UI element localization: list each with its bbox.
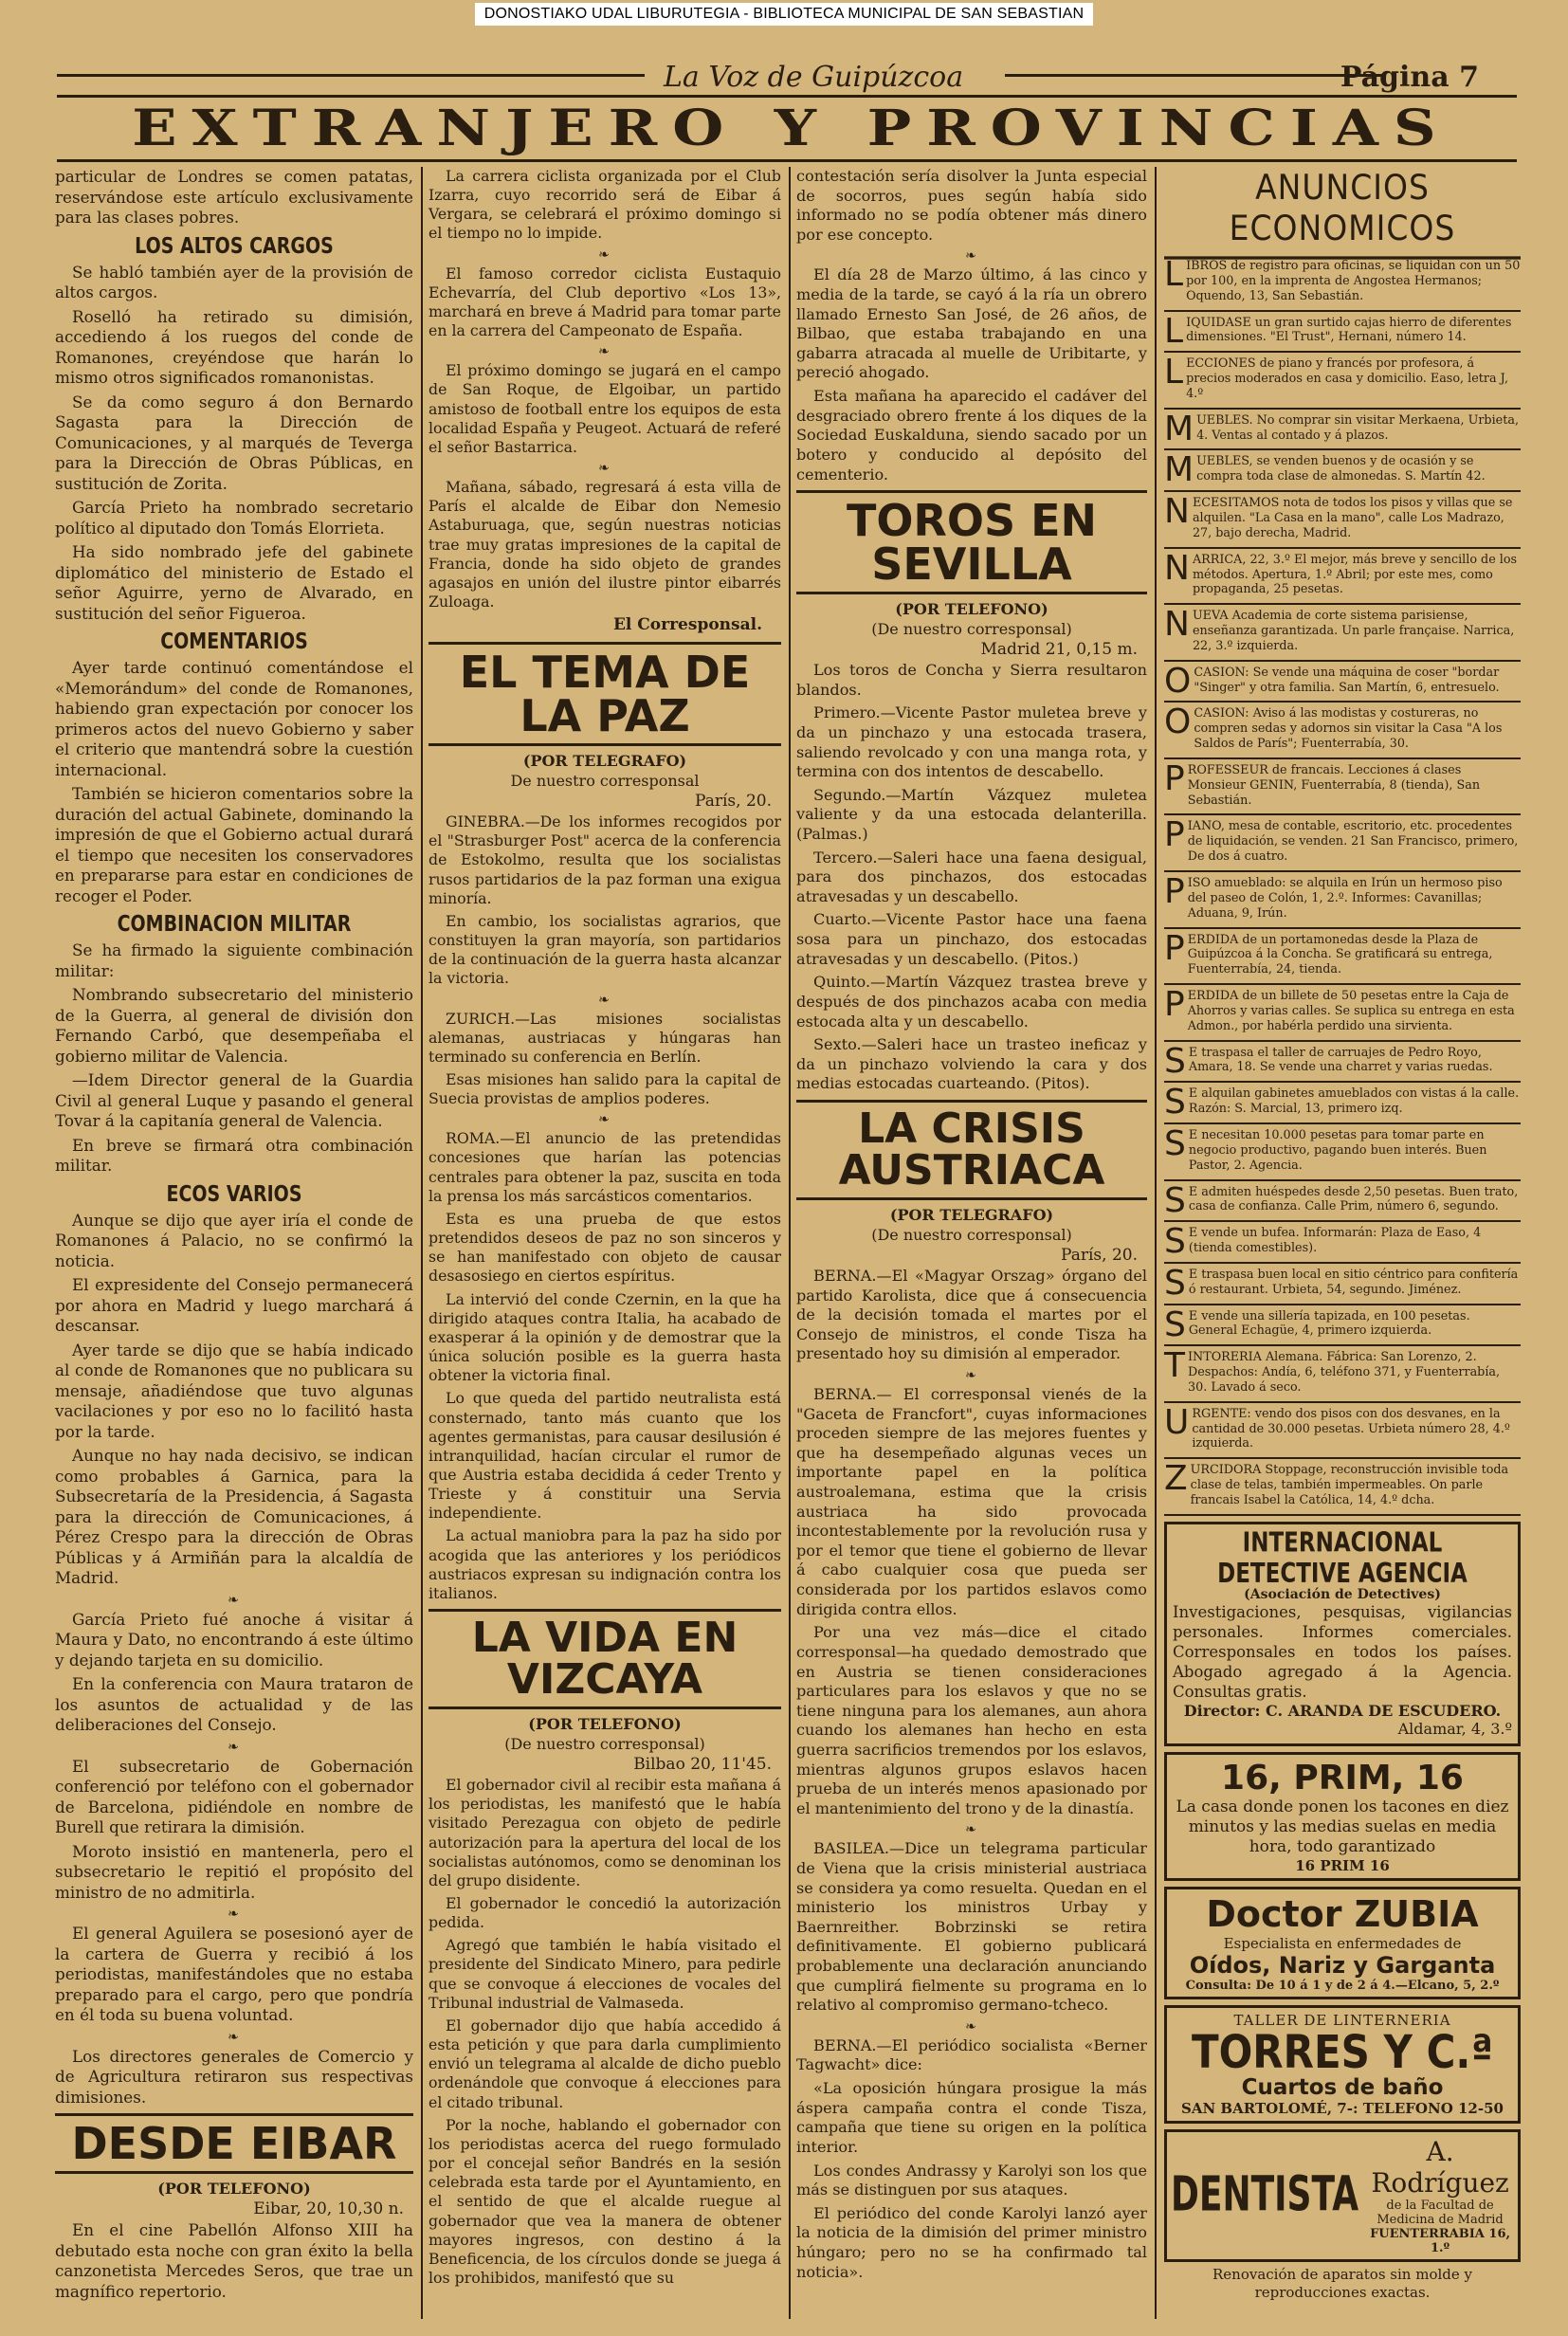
ad-initial: S bbox=[1164, 1041, 1186, 1081]
article-paragraph: El periódico del conde Karolyi lanzó ayer la noticia de la dimisión del primer ministro húngaro; pero no se ha confirmado tal noticia». bbox=[796, 2203, 1147, 2281]
ads-title: ANUNCIOS ECONOMICOS bbox=[1164, 162, 1521, 259]
detective-body: Investigaciones, pesquisas, vigilancias personales. Informes comerciales. Corresponsales en todos los países. Abogado agregado á la Agencia. Consultas gratis. bbox=[1173, 1602, 1512, 1701]
column-rule bbox=[1155, 167, 1157, 2319]
headline-toros-en-sevilla: TOROS EN SEVILLA bbox=[796, 490, 1147, 594]
newspaper-title: La Voz de Guipúzcoa bbox=[664, 61, 964, 94]
dispatch-source: (De nuestro corresponsal) bbox=[871, 620, 1072, 639]
article-paragraph: El general Aguilera se posesionó ayer de la cartera de Guerra y recibió á los periodistas, manifestándoles que no estaba preparado para el cargo, pero que pondría en él toda su buena voluntad. bbox=[55, 1924, 413, 2024]
dateline: Bilbao 20, 11'45. bbox=[633, 1755, 772, 1775]
ad-initial: Z bbox=[1164, 1459, 1188, 1499]
header-rule-left bbox=[57, 74, 645, 77]
article-paragraph: BERNA.—El «Magyar Orszag» órgano del partido Karolista, dice que á consecuencia de la decisión tomada el martes por el Consejo de ministros, el conde Tisza ha presentado hoy su dimisión al emperador. bbox=[796, 1266, 1147, 1363]
article-paragraph: Quinto.—Martín Vázquez trastea breve y después de dos pinchazos acaba con media estocada alta y un descabello. bbox=[796, 973, 1147, 1031]
article-paragraph: García Prieto ha nombrado secretario político al diputado don Tomás Elorrieta. bbox=[55, 498, 413, 538]
ad-initial: P bbox=[1164, 758, 1185, 798]
prim-body: La casa donde ponen los tacones en diez minutos y las medias suelas en media hora, todo garantizado bbox=[1176, 1797, 1509, 1856]
column-1 bbox=[55, 167, 413, 2306]
article-paragraph: En breve se firmará otra combinación militar. bbox=[55, 1135, 413, 1175]
dentist-title: DENTISTA bbox=[1171, 2168, 1359, 2223]
article-paragraph: BERNA.—El periódico socialista «Berner Tagwacht» dice: bbox=[796, 2035, 1147, 2074]
article-paragraph: Ayer tarde se dijo que se había indicado al conde de Romanones que no publicara su mensaje, añadiéndose que tuvo algunas vacilaciones y por eso no lo facilitó hasta por la tarde. bbox=[55, 1340, 413, 1441]
article-paragraph: ZURICH.—Las misiones socialistas alemanas, austriacas y húngaras han terminado su conferencia en Berlín. bbox=[428, 1009, 781, 1066]
article-paragraph: En el cine Pabellón Alfonso XIII ha debutado esta noche con gran éxito la bella canzonetista Mercedes Seros, que trae un magnífico repertorio. bbox=[55, 2220, 413, 2301]
classified-ads-list bbox=[1164, 255, 1521, 1516]
article-paragraph: Sexto.—Saleri hace un trasteo ineficaz y da un pinchazo volviendo la cara y dos medias estocadas cuarteando. (Pitos). bbox=[796, 1035, 1147, 1093]
ornament: ❧ bbox=[228, 1739, 241, 1755]
article-paragraph: El famoso corredor ciclista Eustaquio Echevarría, del Club deportivo «Los 13», marchará en breve á Madrid para tomar parte en la carrera del Campeonato de España. bbox=[428, 264, 781, 340]
header-rule-right bbox=[1005, 74, 1384, 77]
article-paragraph: Esas misiones han salido para la capital de Suecia provistas de amplios poderes. bbox=[428, 1070, 781, 1108]
torres-ad bbox=[1164, 2005, 1521, 2124]
column-2 bbox=[428, 167, 781, 2291]
article-paragraph: El día 28 de Marzo último, á las cinco y media de la tarde, se cayó á la ría un obrero llamado Ernesto San José, de 26 años, de Bilbao, que estaba trabajando en una gabarra atracada al muelle de Uribitarte, y pereció ahogado. bbox=[796, 265, 1147, 382]
classified-ad: OCASION: Aviso á las modistas y costureras, no compren sedas y adornos sin visitar la Casa "A los Saldos de París"; Fuenterrabía, 30. bbox=[1164, 703, 1521, 759]
ad-initial: U bbox=[1164, 1402, 1190, 1442]
signature: El Corresponsal. bbox=[612, 615, 762, 635]
classified-ad: S E traspasa el taller de carruajes de Pedro Royo, Amara, 18. Se vende una charret y varias ruedas. bbox=[1164, 1042, 1521, 1084]
ornament: ❧ bbox=[228, 2029, 241, 2045]
dateline: París, 20. bbox=[695, 792, 772, 812]
article-paragraph: Primero.—Vicente Pastor muletea breve y da un pinchazo y una estocada trasera, saliendo revolcado y con una manga rota, y termina con dos intentos de descabello. bbox=[796, 703, 1147, 781]
ornament: ❧ bbox=[228, 1907, 241, 1922]
ornament: ❧ bbox=[598, 344, 611, 360]
article-paragraph: García Prieto fué anoche á visitar á Maura y Dato, no encontrando á este último y dejando tarjeta en su domicilio. bbox=[55, 1609, 413, 1670]
classified-ad: LECCIONES de piano y francés por profesora, á precios moderados en casa y domicilio. Easo, letra J, 4.º bbox=[1164, 353, 1521, 410]
classified-ad: LIBROS de registro para oficinas, se liquidan con un 50 por 100, en la imprenta de Angostea Hermanos; Oquendo, 13, San Sebastián. bbox=[1164, 255, 1521, 312]
classified-ad: PERDIDA de un billete de 50 pesetas entre la Caja de Ahorros y varias calles. Se suplica su entrega en esta Admon., por habérla perdido una sirvienta. bbox=[1164, 985, 1521, 1042]
ornament: ❧ bbox=[598, 1112, 611, 1128]
classified-ad: PIANO, mesa de contable, escritorio, etc. procedentes de liquidación, se venden. 21 San Francisco, primero, De dos á cuatro. bbox=[1164, 815, 1521, 872]
classified-ad: PISO amueblado: se alquila en Irún un hermoso piso del paseo de Colón, 1, 2.º. Informes: Cavanillas; Aduana, 9, Irún. bbox=[1164, 872, 1521, 929]
doctor-zubia-ad bbox=[1164, 1887, 1521, 1999]
dateline: Madrid 21, 0,15 m. bbox=[980, 640, 1138, 660]
classified-ad: S E traspasa buen local en sitio céntrico para confitería ó restaurant. Urbieta, 54, segundo. Jiménez. bbox=[1164, 1264, 1521, 1305]
ornament: ❧ bbox=[965, 2018, 978, 2035]
article-paragraph: La carrera ciclista organizada por el Club Izarra, cuyo recorrido será de Eibar á Vergara, se celebrará el próximo domingo si el tiempo no lo impide. bbox=[428, 167, 781, 243]
article-paragraph: El gobernador dijo que había accedido á esta petición y que para darla cumplimiento envió un telegrama al alcalde de dicho pueblo ordenándole que convoque á elecciones para el citado tribunal. bbox=[428, 2016, 781, 2111]
article-paragraph: Nombrando subsecretario del ministerio de la Guerra, al general de división don Fernando Carbó, que desempeñaba el gobierno militar de Valencia. bbox=[55, 985, 413, 1066]
ornament: ❧ bbox=[965, 1367, 978, 1383]
detective-director: Director: C. ARANDA DE ESCUDERO. bbox=[1183, 1701, 1502, 1720]
article-paragraph: El gobernador le concedió la autorización pedida. bbox=[428, 1894, 781, 1932]
ad-initial: S bbox=[1164, 1083, 1186, 1122]
subheading-combinacion-militar: COMBINACION MILITAR bbox=[117, 911, 352, 938]
torres-subtitle: Cuartos de baño bbox=[1241, 2074, 1444, 2100]
article-paragraph: Mañana, sábado, regresará á esta villa de París el alcalde de Eibar don Nemesio Astaburuaga, que, según nuestras noticias trae muy gratas impresiones de la capital de Francia, donde ha sido objeto de grandes agasajos en unión del ilustre pintor eibarrés Zuloaga. bbox=[428, 478, 781, 611]
article-paragraph: Agregó que también le había visitado el presidente del Sindicato Minero, para pedirle que se convoque á elecciones de vocales del Tribunal industrial de Valmaseda. bbox=[428, 1936, 781, 2012]
article-paragraph: Esta es una prueba de que estos pretendidos deseos de paz no son sinceros y se han manifestado con objeto de causar desasosiego en ciertos espíritus. bbox=[428, 1209, 781, 1286]
article-paragraph: «La oposición húngara prosigue la más áspera campaña contra el conde Tisza, campaña que tiene su origen en la política interior. bbox=[796, 2079, 1147, 2156]
dentist-footer: Renovación de aparatos sin molde y reproducciones exactas. bbox=[1212, 2265, 1472, 2301]
headline-crisis-austriaca: LA CRISIS AUSTRIACA bbox=[796, 1100, 1147, 1200]
article-paragraph: Se ha firmado la siguiente combinación militar: bbox=[55, 940, 413, 980]
ad-initial: P bbox=[1164, 985, 1185, 1025]
ad-initial: N bbox=[1164, 548, 1190, 588]
torres-title: TORRES Y C.ª bbox=[1191, 2025, 1494, 2079]
ad-initial: N bbox=[1164, 605, 1190, 645]
zubia-title: Doctor ZUBIA bbox=[1206, 1892, 1479, 1935]
classified-ad: S E admiten huéspedes desde 2,50 pesetas. Buen trato, casa de confianza. Calle Prim, número 6, segundo. bbox=[1164, 1181, 1521, 1223]
dispatch-via: (POR TELEFONO) bbox=[157, 2180, 311, 2198]
ornament: ❧ bbox=[598, 461, 611, 477]
section-banner: EXTRANJERO Y PROVINCIAS bbox=[132, 98, 1451, 157]
detective-address: Aldamar, 4, 3.º bbox=[1397, 1719, 1512, 1738]
article-paragraph: Cuarto.—Vicente Pastor hace una faena sosa para un pinchazo, dos estocadas atravesadas y un descabello. (Pitos.) bbox=[796, 910, 1147, 968]
subheading-altos-cargos: LOS ALTOS CARGOS bbox=[135, 233, 334, 259]
ad-initial: S bbox=[1164, 1263, 1186, 1303]
dentist-address: FUENTERRABIA 16, 1.º bbox=[1370, 2226, 1511, 2255]
zubia-specialty: Oídos, Nariz y Garganta bbox=[1189, 1951, 1496, 1979]
article-paragraph: —Idem Director general de la Guardia Civil al general Luque y pasando el general Tovar á la capitanía general de Valencia. bbox=[55, 1070, 413, 1130]
classified-ad: OCASION: Se vende una máquina de coser "bordar "Singer" y otra familia. San Martín, 6, entresuelo. bbox=[1164, 662, 1521, 703]
article-paragraph: Se da como seguro á don Bernardo Sagasta para la Dirección de Comunicaciones, y al marqués de Teverga para la Dirección de Obras Públicas, en sustitución de Zorita. bbox=[55, 392, 413, 493]
dispatch-source: (De nuestro corresponsal) bbox=[871, 1225, 1072, 1244]
ad-initial: P bbox=[1164, 928, 1185, 968]
article-paragraph: En la conferencia con Maura trataron de los asuntos de actualidad y de las deliberaciones del Consejo. bbox=[55, 1674, 413, 1734]
article-paragraph: contestación sería disolver la Junta especial de socorros, pues según había sido informado no se podía obtener más dinero por ese concepto. bbox=[796, 167, 1147, 244]
subheading-comentarios: COMENTARIOS bbox=[160, 629, 308, 655]
article-paragraph: Los condes Andrassy y Karolyi son los que más se distinguen por sus ataques. bbox=[796, 2161, 1147, 2199]
article-paragraph: También se hicieron comentarios sobre la duración del actual Gabinete, dominando la impresión de que el Gobierno actual durará el tiempo que necesiten los conservadores en prepararse para estar en condiciones de recoger el Poder. bbox=[55, 784, 413, 905]
detective-subtitle: (Asociación de Detectives) bbox=[1244, 1586, 1441, 1602]
column-rule bbox=[421, 167, 423, 2319]
article-paragraph: El expresidente del Consejo permanecerá por ahora en Madrid y luego marchará á descansar. bbox=[55, 1275, 413, 1335]
ad-initial: L bbox=[1164, 311, 1184, 351]
headline-desde-eibar: DESDE EIBAR bbox=[55, 2113, 413, 2174]
classified-ad: S E vende una sillería tapizada, en 100 pesetas. General Echagüe, 4, primero izquierda. bbox=[1164, 1305, 1521, 1347]
dentist-ad bbox=[1164, 2129, 1521, 2262]
article-paragraph: Moroto insistió en mantenerla, pero el subsecretario le repitió el propósito del ministro de no admitirla. bbox=[55, 1841, 413, 1902]
classified-ad: TINTORERIA Alemana. Fábrica: San Lorenzo, 2. Despachos: Andía, 6, teléfono 371, y Fuenterrabía, 30. Lavado á seco. bbox=[1164, 1346, 1521, 1403]
dispatch-via: (POR TELEFONO) bbox=[895, 600, 1048, 619]
article-paragraph: Aunque no hay nada decisivo, se indican como probables á Garnica, para la Subsecretaría de la Presidencia, á Sagasta para la dirección de Comunicaciones, á Pérez Crespo para la dirección de Obras Públicas y á Armiñán para la alcaldía de Madrid. bbox=[55, 1446, 413, 1587]
classified-ad: PROFESSEUR de francais. Lecciones á clases Monsieur GENIN, Fuenterrabía, 8 (tienda), San Sebastián. bbox=[1164, 759, 1521, 816]
dateline: París, 20. bbox=[1061, 1245, 1138, 1265]
dateline: Eibar, 20, 10,30 n. bbox=[253, 2199, 404, 2218]
article-paragraph: particular de Londres se comen patatas, reservándose este artículo exclusivamente para las clases pobres. bbox=[55, 167, 413, 227]
zubia-hours: Consulta: De 10 á 1 y de 2 á 4.—Elcano, 5, 2.º bbox=[1185, 1978, 1500, 1993]
ornament: ❧ bbox=[598, 992, 611, 1008]
article-paragraph: Por una vez más—dice el citado corresponsal—ha quedado demostrado que en Austria se tienen consideraciones particulares para los eslavos y que no se tiene ninguna para los alemanes, aun ahora cuando los alemanes han hecho en esta guerra sacrificios tremendos por los eslavos, mientras algunos grupos eslavos hacen prueba de un interés menos apasionado por el mantenimiento del trono y de la dinastía. bbox=[796, 1623, 1147, 1817]
article-paragraph: Segundo.—Martín Vázquez muletea valiente y da una estocada delanterilla. (Palmas.) bbox=[796, 785, 1147, 844]
archive-credit-bar bbox=[0, 0, 1568, 28]
classified-ad: ZURCIDORA Stoppage, reconstrucción invisible toda clase de telas, también impermeables. On parle francais Isabel la Católica, 14, 4.º dcha. bbox=[1164, 1459, 1521, 1516]
dispatch-source: De nuestro corresponsal bbox=[510, 772, 700, 791]
classified-ad: MUEBLES, se venden buenos y de ocasión y se compra toda clase de almonedas. S. Martín 42. bbox=[1164, 450, 1521, 492]
article-paragraph: GINEBRA.—De los informes recogidos por el "Strasburger Post" acerca de la conferencia de Estokolmo, resulta que los socialistas rusos partidarios de la paz forman una exigua minoría. bbox=[428, 812, 781, 907]
classified-ad: URGENTE: vendo dos pisos con dos desvanes, en la cantidad de 30.000 pesetas. Urbieta número 28, 4.º izquierda. bbox=[1164, 1403, 1521, 1460]
classified-ad: NECESITAMOS nota de todos los pisos y villas que se alquilen. "La Casa en la mano", calle Los Madrazo, 27, bajo derecha, Madrid. bbox=[1164, 492, 1521, 549]
article-paragraph: Ha sido nombrado jefe del gabinete diplomático del ministerio de Estado el señor Aguirre, yerno de Alvarado, en sustitución del señor Figueroa. bbox=[55, 542, 413, 623]
article-paragraph: BASILEA.—Dice un telegrama particular de Viena que la crisis ministerial austriaca se considera ya como resuelta. Quedan en el ministerio los ministros Urbay y Baernreither. Bobrzinski se retira definitivamente. El gobierno publicará probablemente una declaración anunciando que cumplirá fielmente su programa en lo relativo al compromiso germano-tcheco. bbox=[796, 1839, 1147, 2015]
article-paragraph: Lo que queda del partido neutralista está consternado, tanto más cuanto que los agentes germanistas, para causar desilusión é intranquilidad, hacían circular el rumor de que Austria estaba decidida á ceder Trento y Trieste y á constituir una Servia independiente. bbox=[428, 1389, 781, 1523]
ad-initial: T bbox=[1164, 1346, 1185, 1386]
detective-agency-ad bbox=[1164, 1522, 1521, 1746]
running-header bbox=[57, 57, 1517, 98]
article-paragraph: Los toros de Concha y Sierra resultaron blandos. bbox=[796, 661, 1147, 699]
column-rule bbox=[789, 167, 791, 2319]
column-3 bbox=[796, 167, 1147, 2286]
article-paragraph: En cambio, los socialistas agrarios, que constituyen la gran mayoría, son partidarios de la continuación de la guerra hasta alcanzar la victoria. bbox=[428, 911, 781, 988]
classified-ad: S E alquilan gabinetes amueblados con vistas á la calle. Razón: S. Marcial, 13, primero izq. bbox=[1164, 1083, 1521, 1124]
ad-initial: P bbox=[1164, 815, 1185, 855]
article-paragraph: La actual maniobra para la paz ha sido por acogida que las anteriores y los periódicos austriacos expresan su indignación contra los italianos. bbox=[428, 1526, 781, 1602]
article-paragraph: Roselló ha retirado su dimisión, accediendo á los ruegos del conde de Romanones, creyéndose que harán lo mismo otros significados romanonistas. bbox=[55, 306, 413, 387]
article-paragraph: El próximo domingo se jugará en el campo de San Roque, de Elgoibar, un partido amistoso de football entre los equipos de esta localidad España y Peugeot. Actuará de referé el señor Bastarrica. bbox=[428, 361, 781, 456]
article-paragraph: Tercero.—Saleri hace una faena desigual, para dos pinchazos, dos estocadas atravesadas y un descabello. bbox=[796, 848, 1147, 905]
archive-credit: DONOSTIAKO UDAL LIBURUTEGIA - BIBLIOTECA MUNICIPAL DE SAN SEBASTIAN bbox=[475, 3, 1094, 26]
article-paragraph: El gobernador civil al recibir esta mañana á los periodistas, les manifestó que le había visitado Perezagua con objeto de pedirle autorización para la apertura del local de los socialistas autónomos, como se denominan los del grupo disidente. bbox=[428, 1776, 781, 1889]
ad-initial: S bbox=[1164, 1123, 1186, 1163]
article-paragraph: ROMA.—El anuncio de las pretendidas concesiones que harían las potencias centrales para obtener la paz, suscita en toda la prensa los más sarcásticos comentarios. bbox=[428, 1129, 781, 1205]
dispatch-source: (De nuestro corresponsal) bbox=[504, 1735, 705, 1754]
detective-title: INTERNACIONAL DETECTIVE AGENCIA bbox=[1217, 1527, 1468, 1590]
ad-initial: L bbox=[1164, 353, 1184, 392]
ad-initial: S bbox=[1164, 1305, 1186, 1344]
dentist-faculty: de la Facultad de Medicina de Madrid bbox=[1377, 2198, 1504, 2227]
prim-title: 16, PRIM, 16 bbox=[1221, 1758, 1464, 1798]
classified-ad: LIQUIDASE un gran surtido cajas hierro de diferentes dimensiones. "El Trust", Hernani, número 14. bbox=[1164, 312, 1521, 354]
dentist-name: A. Rodríguez bbox=[1371, 2135, 1509, 2199]
ornament: ❧ bbox=[598, 246, 611, 263]
article-paragraph: BERNA.— El corresponsal vienés de la "Gaceta de Francfort", cuyas informaciones proceden siempre de las mejores fuentes y que ha desempeñado algunas veces un importante papel en la política austroalemana, estima que la crisis austriaca ha sido provocada incontestablemente por la revolución rusa y por el temor que tiene el gobierno de llevar á cabo cualquier cosa que pueda ser considerada por los partidos eslavos como dirigida contra ellos. bbox=[796, 1384, 1147, 1618]
ads-column bbox=[1164, 167, 1521, 2302]
ornament: ❧ bbox=[965, 248, 978, 265]
classified-ad: S E necesitan 10.000 pesetas para tomar parte en negocio productivo, pagando buen interés. Buen Pastor, 2. Agencia. bbox=[1164, 1124, 1521, 1181]
subheading-ecos-varios: ECOS VARIOS bbox=[166, 1181, 302, 1207]
ad-initial: P bbox=[1164, 872, 1185, 911]
prim-shoe-ad bbox=[1164, 1752, 1521, 1881]
classified-ad: S E vende un bufea. Informarán: Plaza de Easo, 4 (tienda comestibles). bbox=[1164, 1222, 1521, 1264]
classified-ad: PERDIDA de un portamonedas desde la Plaza de Guipúzcoa á la Concha. Se gratificará su entrega, Fuenterrabía, 24, tienda. bbox=[1164, 929, 1521, 986]
page-number: Página 7 bbox=[1340, 61, 1479, 94]
classified-ad: NARRICA, 22, 3.º El mejor, más breve y sencillo de los métodos. Apertura, 1.º Abril; por este mes, como propaganda, 25 pesetas. bbox=[1164, 549, 1521, 606]
article-paragraph: El subsecretario de Gobernación conferenció por teléfono con el gobernador de Barcelona, pidiéndole en nombre de Burell que retirara la dimisión. bbox=[55, 1756, 413, 1836]
article-paragraph: La intervió del conde Czernin, en la que ha dirigido ataques contra Italia, ha acabado de exasperar á la opinión y de demostrar que la única solución posible es la guerra hasta obtener la victoria final. bbox=[428, 1289, 781, 1385]
headline-vida-en-vizcaya: LA VIDA EN VIZCAYA bbox=[428, 1609, 781, 1709]
ad-initial: O bbox=[1164, 703, 1192, 742]
classified-ad: MUEBLES. No comprar sin visitar Merkaena, Urbieta, 4. Ventas al contado y á plazos. bbox=[1164, 410, 1521, 451]
ornament: ❧ bbox=[965, 1822, 978, 1838]
prim-footer: 16 PRIM 16 bbox=[1295, 1856, 1390, 1874]
article-paragraph: Por la noche, hablando el gobernador con los periodistas acerca del ruego formulado por el concejal señor Bandrés en la sesión celebrada esta tarde por el Ayuntamiento, en el sentido de que el alcalde ruegue al gobernador que vea la manera de obtener mayores ingresos, con destino á la Beneficencia, de los círculos donde se juega á los prohibidos, manifestó que su bbox=[428, 2115, 781, 2287]
ad-initial: M bbox=[1164, 409, 1194, 448]
dispatch-via: (POR TELEFONO) bbox=[528, 1715, 682, 1734]
ad-initial: M bbox=[1164, 450, 1194, 490]
article-paragraph: Esta mañana ha aparecido el cadáver del desgraciado obrero frente á los diques de la Sociedad Euskalduna, siendo sacado por un botero y conducido al depósito del cementerio. bbox=[796, 387, 1147, 484]
dispatch-via: (POR TELEGRAFO) bbox=[889, 1205, 1054, 1224]
dispatch-via: (POR TELEGRAFO) bbox=[522, 752, 687, 771]
article-paragraph: Los directores generales de Comercio y de Agricultura retiraron sus respectivas dimisiones. bbox=[55, 2046, 413, 2107]
ad-initial: S bbox=[1164, 1180, 1186, 1220]
torres-top: TALLER DE LINTERNERIA bbox=[1233, 2011, 1451, 2029]
article-paragraph: Ayer tarde continuó comentándose el «Memorándum» del conde de Romanones, habiendo gran expectación por conocer los primeros actos del nuevo Gobierno y saber el criterio que mantendrá sobre la cuestión internacional. bbox=[55, 658, 413, 779]
article-paragraph: Se habló también ayer de la provisión de altos cargos. bbox=[55, 262, 413, 301]
article-paragraph: Aunque se dijo que ayer iría el conde de Romanones á Palacio, no se confirmó la noticia. bbox=[55, 1210, 413, 1270]
ad-initial: S bbox=[1164, 1222, 1186, 1262]
ornament: ❧ bbox=[228, 1592, 241, 1608]
torres-address: SAN BARTOLOMÉ, 7-: TELEFONO 12-50 bbox=[1181, 2099, 1504, 2117]
classified-ad: NUEVA Academia de corte sistema parisiense, enseñanza garantizada. Un parle française. Narrica, 22, 3.º izquierda. bbox=[1164, 605, 1521, 662]
ad-initial: N bbox=[1164, 492, 1190, 532]
ad-initial: O bbox=[1164, 661, 1192, 701]
ad-initial: L bbox=[1164, 255, 1184, 294]
zubia-subtitle: Especialista en enfermedades de bbox=[1223, 1934, 1462, 1952]
headline-tema-de-la-paz: EL TEMA DE LA PAZ bbox=[428, 642, 781, 746]
